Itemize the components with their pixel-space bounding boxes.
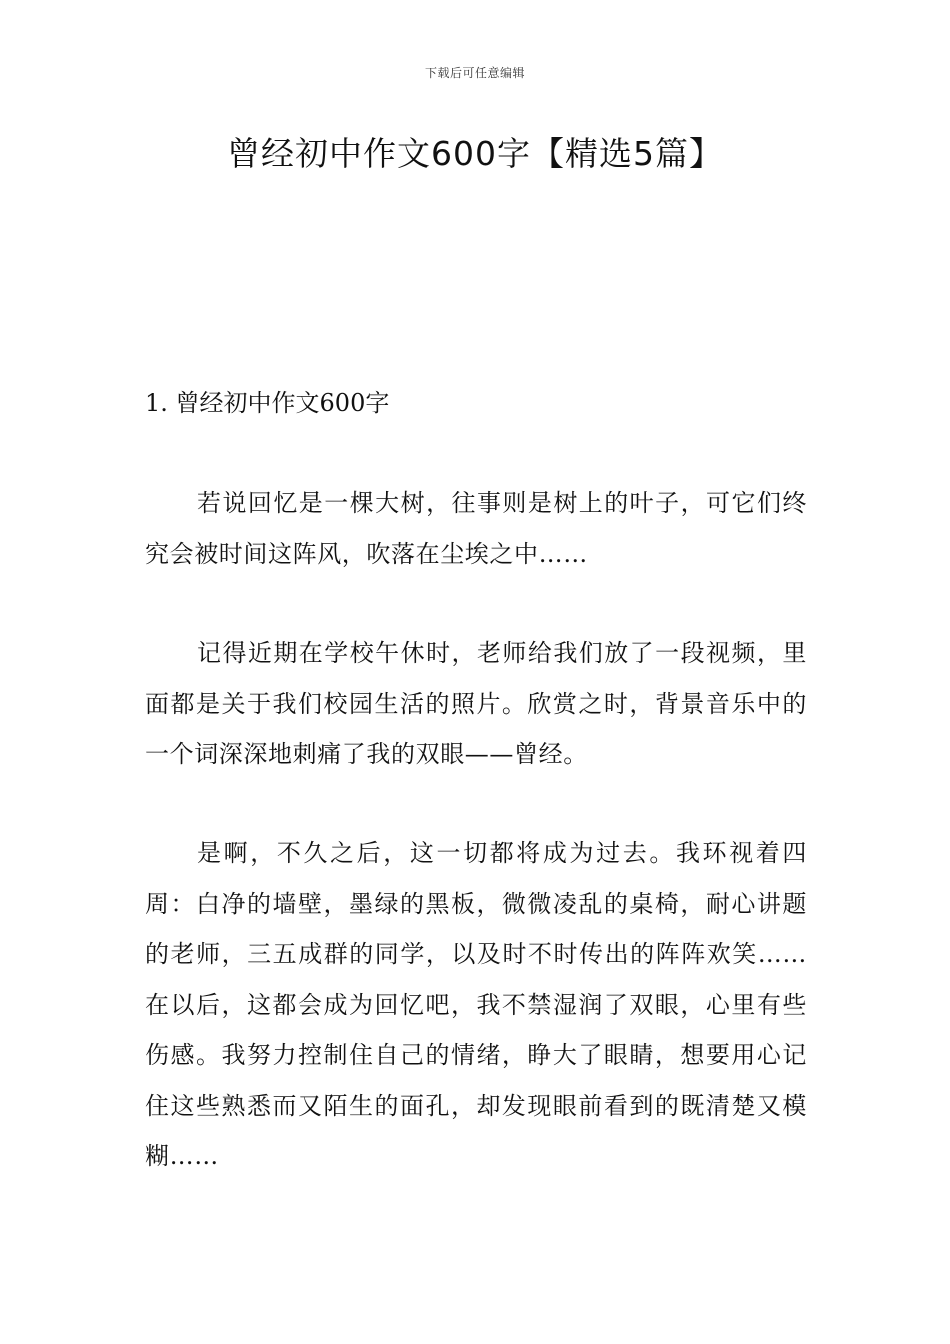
paragraph-3-container: [145, 828, 807, 1182]
section-heading: 1. 曾经初中作文600字: [145, 389, 390, 417]
paragraph-1-container: [145, 478, 807, 579]
document-title: 曾经初中作文600字【精选5篇】: [227, 134, 723, 173]
paragraph: 是啊，不久之后，这一切都将成为过去。我环视着四周：白净的墙壁，墨绿的黑板，微微凌乱的桌椅，耐心讲题的老师，三五成群的同学，以及时不时传出的阵阵欢笑……在以后，这都会成为回忆吧，我不禁湿润了双眼，心里有些伤感。我努力控制住自己的情绪，睁大了眼睛，想要用心记住这些熟悉而又陌生的面孔，却发现眼前看到的既清楚又模糊……: [145, 839, 807, 1170]
header-note: 下载后可任意编辑: [424, 66, 525, 80]
paragraph-2-container: [145, 628, 807, 780]
paragraph: 若说回忆是一棵大树，往事则是树上的叶子，可它们终究会被时间这阵风，吹落在尘埃之中……: [145, 489, 807, 568]
paragraph: 记得近期在学校午休时，老师给我们放了一段视频，里面都是关于我们校园生活的照片。欣赏之时，背景音乐中的一个词深深地刺痛了我的双眼——曾经。: [145, 639, 807, 768]
